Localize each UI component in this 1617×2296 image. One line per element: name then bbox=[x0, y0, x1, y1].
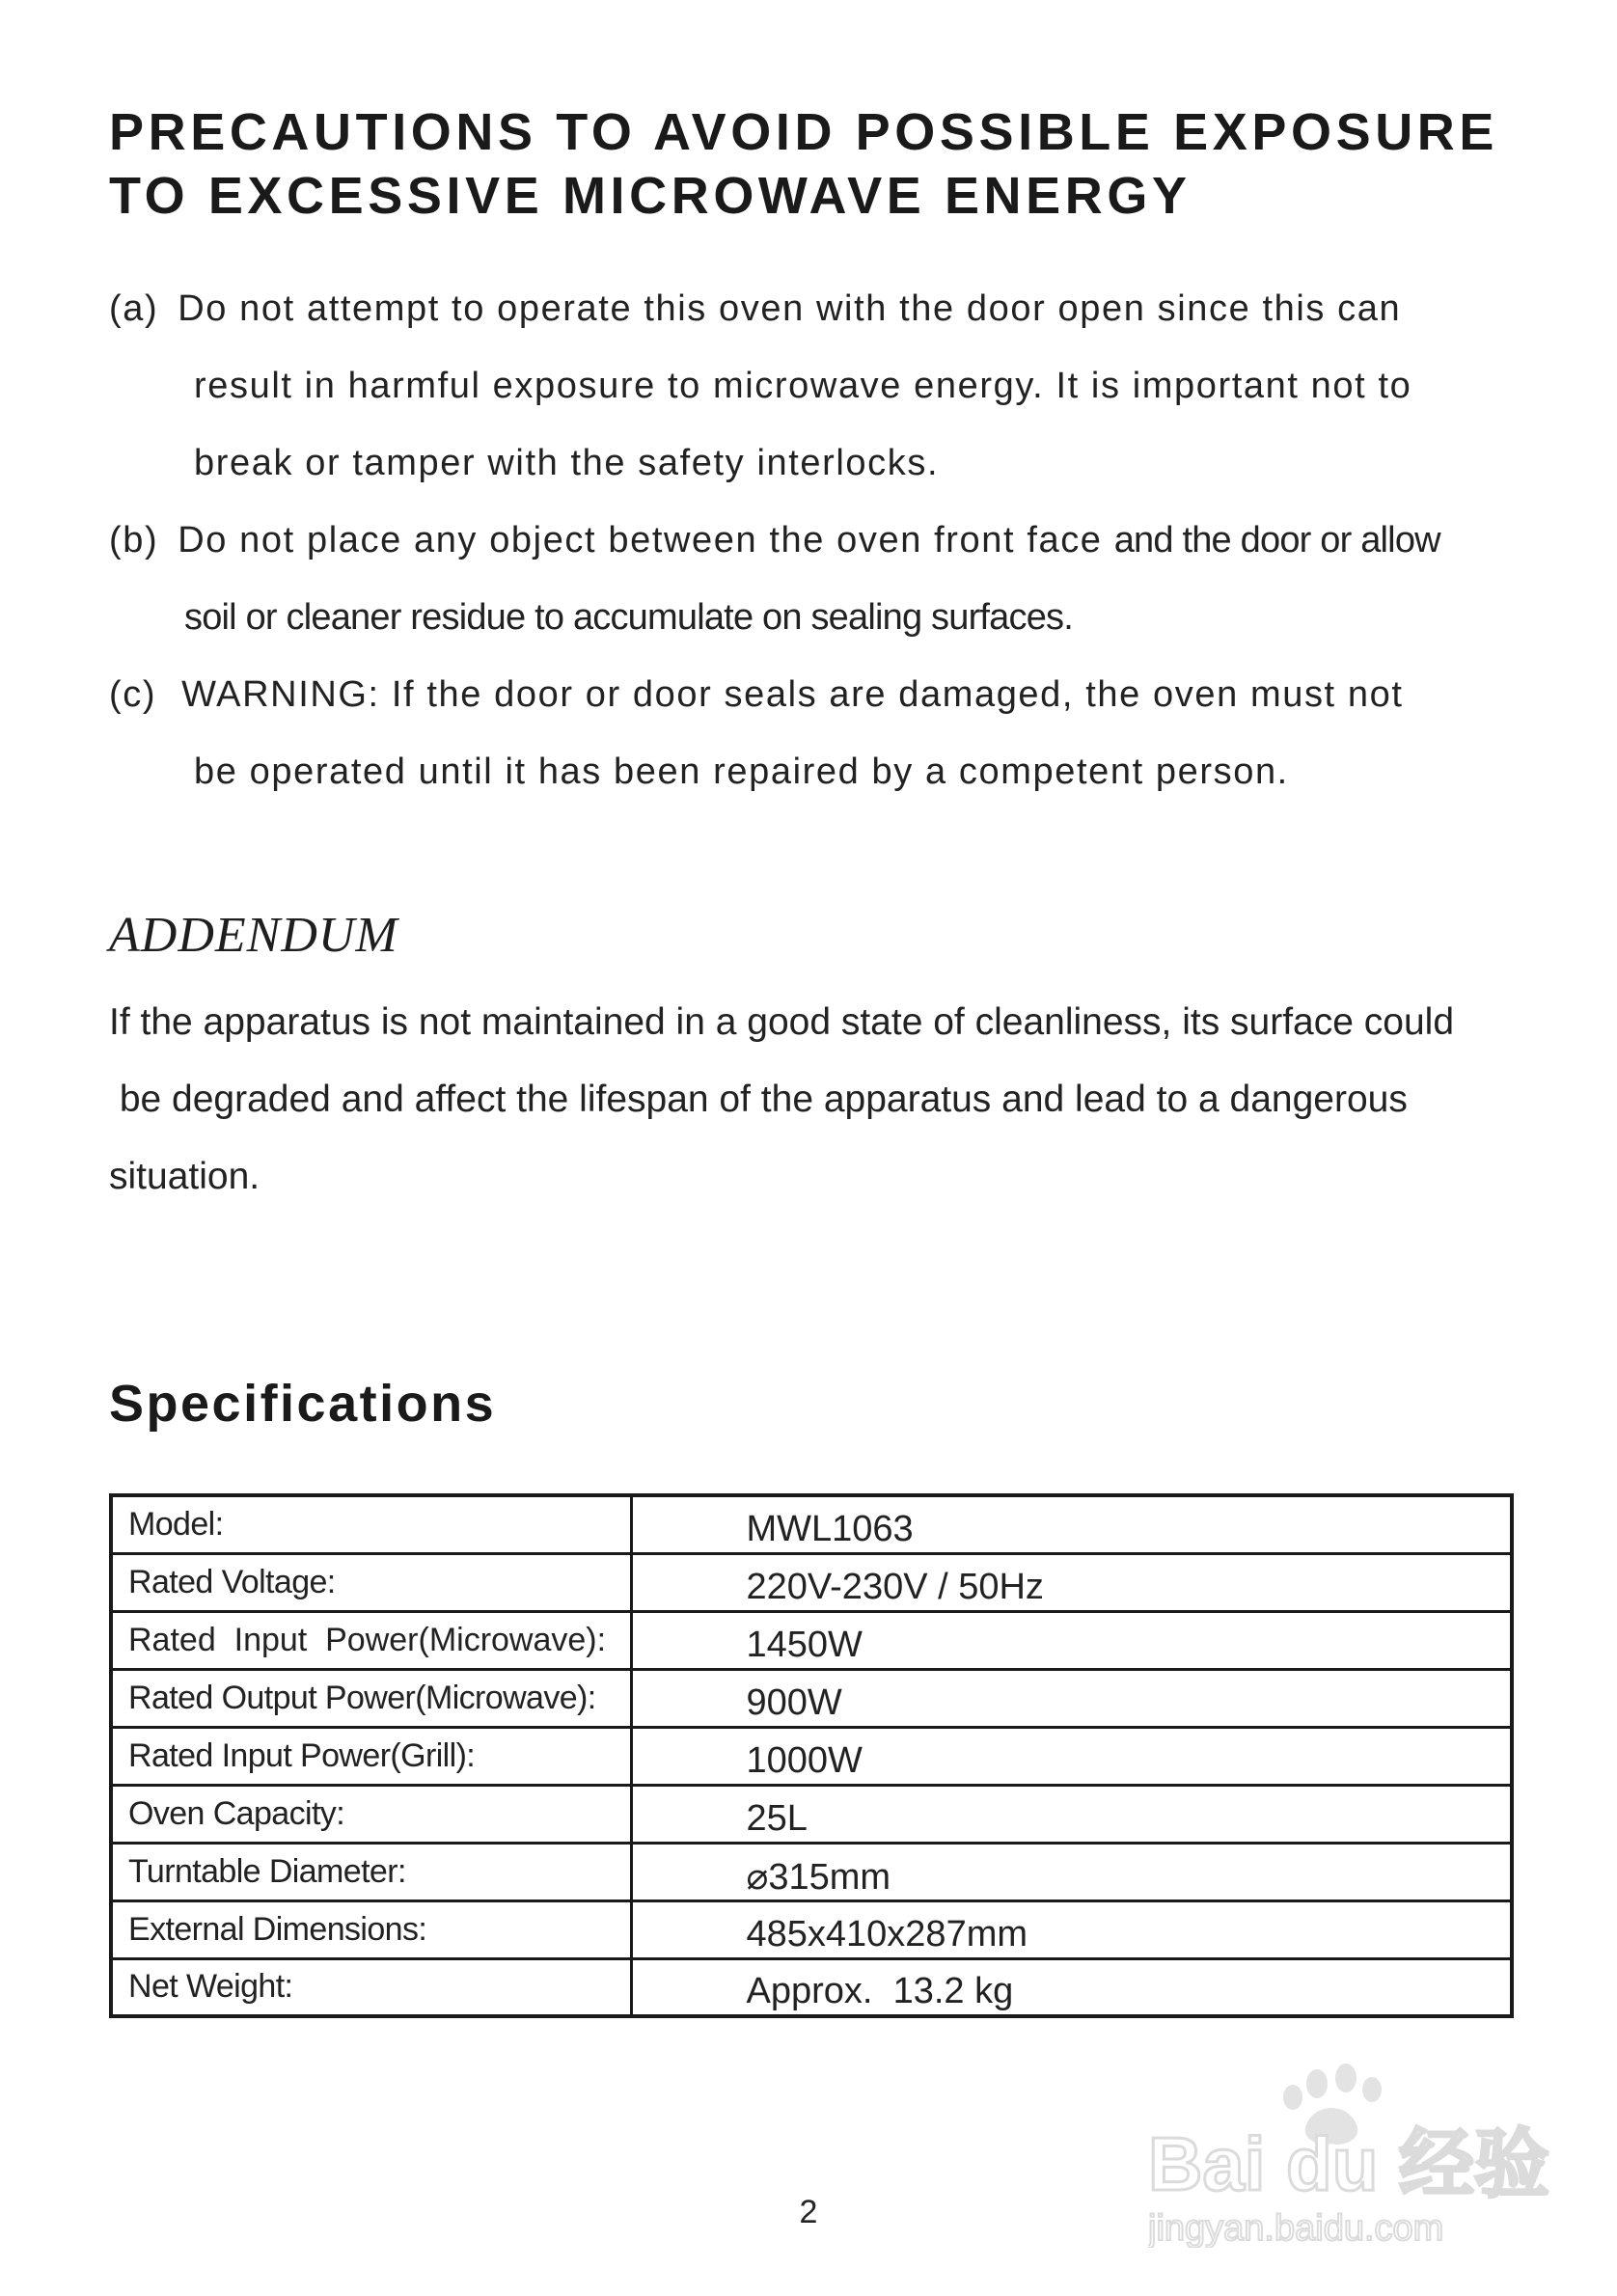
spec-value: 220V-230V / 50Hz bbox=[631, 1553, 1512, 1611]
watermark-brand: Bai du 经验 bbox=[1148, 2121, 1550, 2206]
spec-label: Model: bbox=[111, 1495, 631, 1553]
precaution-a-line2: result in harmful exposure to microwave energy. It is important not to bbox=[194, 366, 1412, 406]
baidu-watermark bbox=[1148, 2055, 1553, 2248]
precaution-a-label: (a) bbox=[109, 288, 159, 329]
table-row bbox=[111, 1900, 1512, 1958]
specifications-table bbox=[109, 1493, 1514, 2018]
specifications-title: Specifications bbox=[109, 1375, 497, 1433]
spec-value: 25L bbox=[631, 1785, 1512, 1843]
precautions-list bbox=[109, 270, 1556, 810]
table-row bbox=[111, 1495, 1512, 1553]
spec-value: 1450W bbox=[631, 1611, 1512, 1669]
spec-label: Net Weight: bbox=[111, 1958, 631, 2016]
precautions-title bbox=[109, 100, 1537, 228]
spec-label: External Dimensions: bbox=[111, 1900, 631, 1958]
addendum-body bbox=[109, 984, 1556, 1216]
spec-label: Rated Input Power(Microwave): bbox=[111, 1611, 631, 1669]
page-number: 2 bbox=[799, 2194, 818, 2230]
precaution-item-c bbox=[109, 656, 1556, 810]
spec-value: ⌀315mm bbox=[631, 1843, 1512, 1900]
table-row bbox=[111, 1785, 1512, 1843]
table-row bbox=[111, 1958, 1512, 2016]
spec-value: Approx. 13.2 kg bbox=[631, 1958, 1512, 2016]
addendum-title: ADDENDUM bbox=[109, 908, 398, 963]
precaution-c-line2: be operated until it has been repaired by a competent person. bbox=[194, 752, 1289, 792]
precaution-item-a bbox=[109, 270, 1556, 502]
table-row bbox=[111, 1553, 1512, 1611]
spec-value: 900W bbox=[631, 1669, 1512, 1727]
spec-label: Rated Voltage: bbox=[111, 1553, 631, 1611]
precautions-title-line2: TO EXCESSIVE MICROWAVE ENERGY bbox=[109, 167, 1192, 225]
spec-label: Rated Input Power(Grill): bbox=[111, 1727, 631, 1785]
precaution-a-line3: break or tamper with the safety interlocks. bbox=[194, 443, 940, 483]
table-row bbox=[111, 1727, 1512, 1785]
addendum-line1: If the apparatus is not maintained in a good state of cleanliness, its surface could bbox=[109, 1001, 1455, 1043]
spec-value: MWL1063 bbox=[631, 1495, 1512, 1553]
spec-value: 485x410x287mm bbox=[631, 1900, 1512, 1958]
precaution-c-line1: (c) WARNING: If the door or door seals are damaged, the oven must not bbox=[109, 674, 1404, 715]
precaution-item-b bbox=[109, 502, 1556, 656]
precaution-b-line2: soil or cleaner residue to accumulate on sealing surfaces. bbox=[184, 597, 1074, 638]
spec-label: Rated Output Power(Microwave): bbox=[111, 1669, 631, 1727]
table-row bbox=[111, 1669, 1512, 1727]
addendum-line3: situation. bbox=[109, 1156, 260, 1197]
table-row bbox=[111, 1843, 1512, 1900]
baidu-paw-logo-icon bbox=[1148, 2055, 1553, 2248]
precaution-b-label: (b) bbox=[109, 520, 159, 560]
spec-value: 1000W bbox=[631, 1727, 1512, 1785]
precaution-c-label: (c) bbox=[109, 674, 157, 715]
precautions-title-line1: PRECAUTIONS TO AVOID POSSIBLE EXPOSURE bbox=[109, 103, 1499, 161]
spec-label: Turntable Diameter: bbox=[111, 1843, 631, 1900]
spec-label: Oven Capacity: bbox=[111, 1785, 631, 1843]
precaution-a-line1: (a) Do not attempt to operate this oven with the door open since this can bbox=[109, 288, 1402, 329]
precaution-b-line1: (b) Do not place any object between the oven front face and the door or allow bbox=[109, 520, 1440, 560]
addendum-line2: be degraded and affect the lifespan of the apparatus and lead to a dangerous bbox=[109, 1079, 1408, 1120]
table-row bbox=[111, 1611, 1512, 1669]
watermark-url: jingyan.baidu.com bbox=[1148, 2208, 1444, 2248]
